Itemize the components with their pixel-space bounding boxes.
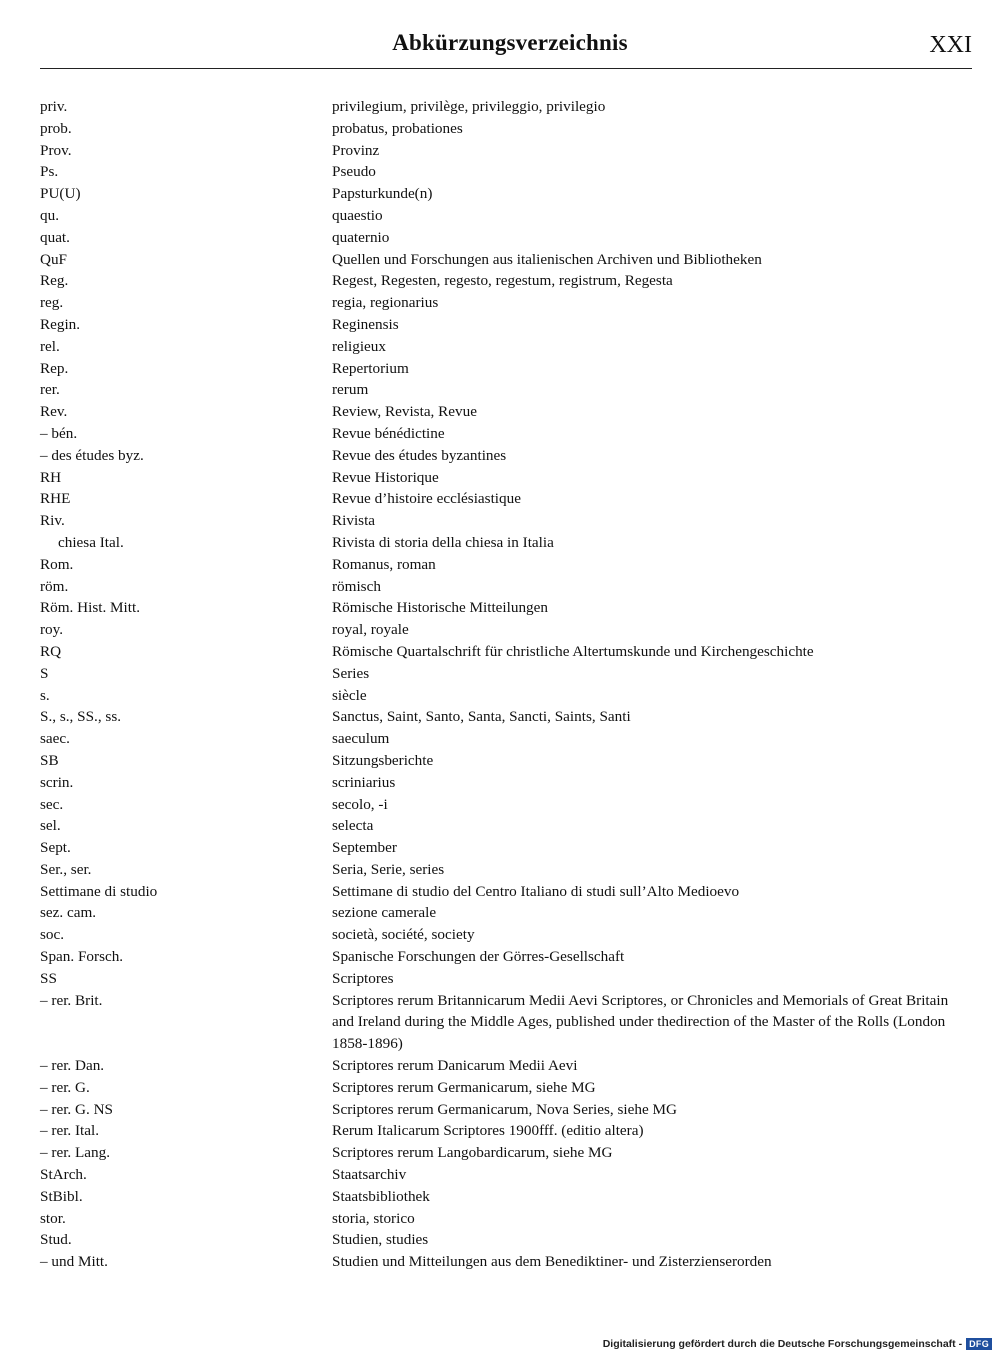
abbreviation: saec.	[40, 730, 70, 748]
list-item	[0, 358, 1000, 380]
meaning: Revue d’histoire ecclésiastique	[332, 490, 521, 508]
meaning: Scriptores rerum Germanicarum, Nova Series, siehe MG	[332, 1100, 677, 1118]
abbreviation: sel.	[40, 817, 61, 835]
abbreviation: Rom.	[40, 555, 74, 573]
abbreviation: Riv.	[40, 512, 65, 530]
meaning: Seria, Serie, series	[332, 860, 445, 878]
abbreviation: QuF	[40, 250, 68, 268]
abbreviation: RQ	[40, 642, 62, 660]
list-item	[0, 990, 1000, 1055]
list-item	[0, 1120, 1000, 1142]
meaning: regia, regionarius	[332, 294, 439, 312]
abbreviation: SS	[40, 969, 57, 987]
abbreviation: Röm. Hist. Mitt.	[40, 599, 141, 617]
list-item	[0, 1229, 1000, 1251]
meaning: scriniarius	[332, 773, 396, 791]
list-item	[0, 96, 1000, 118]
meaning: Settimane di studio del Centro Italiano di studi sull’Alto Medioevo	[332, 882, 740, 900]
list-item	[0, 379, 1000, 401]
abbreviation: Span. Forsch.	[40, 948, 124, 966]
list-item	[0, 227, 1000, 249]
abbreviation: rel.	[40, 337, 60, 355]
list-item	[0, 445, 1000, 467]
abbreviation: S	[40, 664, 49, 682]
meaning: Rivista	[332, 512, 376, 530]
list-item	[0, 183, 1000, 205]
list-item	[0, 728, 1000, 750]
abbreviation: PU(U)	[40, 185, 81, 203]
abbreviation: – rer. G. NS	[40, 1100, 113, 1118]
abbreviation: RHE	[40, 490, 71, 508]
list-item	[0, 467, 1000, 489]
list-item	[0, 270, 1000, 292]
list-item	[0, 510, 1000, 532]
meaning: Studien und Mitteilungen aus dem Benediktiner- und Zisterzienserorden	[332, 1253, 772, 1271]
abbreviation: Regin.	[40, 315, 81, 333]
list-item	[0, 314, 1000, 336]
meaning: September	[332, 839, 397, 857]
list-item	[0, 706, 1000, 728]
meaning: Rivista di storia della chiesa in Italia	[332, 533, 554, 551]
meaning: Revue Historique	[332, 468, 439, 486]
abbreviation: s.	[40, 686, 50, 704]
list-item	[0, 532, 1000, 554]
abbreviation: – bén.	[40, 424, 78, 442]
abbreviation: qu.	[40, 206, 59, 224]
meaning: secolo, -i	[332, 795, 388, 813]
meaning: sezione camerale	[332, 904, 437, 922]
list-item	[0, 488, 1000, 510]
meaning: religieux	[332, 337, 386, 355]
abbreviation: reg.	[40, 294, 64, 312]
list-item	[0, 902, 1000, 924]
meaning: Römische Historische Mitteilungen	[332, 599, 548, 617]
abbreviation: roy.	[40, 621, 64, 639]
list-item	[0, 968, 1000, 990]
list-item	[0, 140, 1000, 162]
meaning: Papsturkunde(n)	[332, 185, 433, 203]
meaning: Scriptores rerum Langobardicarum, siehe MG	[332, 1144, 613, 1162]
list-item	[0, 336, 1000, 358]
abbreviation: RH	[40, 468, 62, 486]
meaning: Sitzungsberichte	[332, 751, 434, 769]
meaning: Römische Quartalschrift für christliche Altertumskunde und Kirchengeschichte	[332, 642, 814, 660]
header-rule	[40, 68, 972, 69]
meaning: Series	[332, 664, 370, 682]
meaning: römisch	[332, 577, 381, 595]
list-item	[0, 161, 1000, 183]
list-item	[0, 554, 1000, 576]
list-item	[0, 1164, 1000, 1186]
meaning: probatus, probationes	[332, 119, 463, 137]
abbreviation-list	[0, 96, 1000, 1273]
list-item	[0, 685, 1000, 707]
list-item	[0, 1251, 1000, 1273]
abbreviation: – rer. G.	[40, 1078, 90, 1096]
abbreviation: – rer. Dan.	[40, 1057, 105, 1075]
meaning: royal, royale	[332, 621, 409, 639]
meaning: selecta	[332, 817, 374, 835]
page-number: XXI	[929, 32, 972, 58]
abbreviation: röm.	[40, 577, 69, 595]
meaning: Scriptores rerum Danicarum Medii Aevi	[332, 1057, 578, 1075]
abbreviation: stor.	[40, 1209, 66, 1227]
list-item	[0, 1142, 1000, 1164]
list-item	[0, 750, 1000, 772]
meaning: privilegium, privilège, privileggio, privilegio	[332, 98, 606, 115]
abbreviation: rer.	[40, 381, 60, 399]
meaning: Rerum Italicarum Scriptores 1900fff. (editio altera)	[332, 1122, 644, 1140]
list-item	[0, 619, 1000, 641]
abbreviation: Reg.	[40, 272, 69, 290]
list-item	[0, 401, 1000, 423]
meaning: quaestio	[332, 206, 383, 224]
abbreviation: – des études byz.	[40, 446, 144, 464]
list-item	[0, 772, 1000, 794]
list-item	[0, 576, 1000, 598]
abbreviation: Rep.	[40, 359, 69, 377]
meaning: Regest, Regesten, regesto, regestum, registrum, Regesta	[332, 272, 673, 290]
abbreviation: Sept.	[40, 839, 71, 857]
footer-text: Digitalisierung gefördert durch die Deutsche Forschungsgemeinschaft -	[602, 1338, 963, 1350]
abbreviation: Prov.	[40, 141, 72, 159]
list-item	[0, 1077, 1000, 1099]
abbreviation: – und Mitt.	[40, 1253, 108, 1271]
meaning: Provinz	[332, 141, 380, 159]
meaning: Romanus, roman	[332, 555, 436, 573]
list-item	[0, 1208, 1000, 1230]
abbreviation: chiesa Ital.	[58, 533, 124, 551]
abbreviation: sec.	[40, 795, 64, 813]
list-item	[0, 249, 1000, 271]
meaning: Reginensis	[332, 315, 399, 333]
footer	[603, 1338, 992, 1350]
meaning: quaternio	[332, 228, 390, 246]
abbreviation: sez. cam.	[40, 904, 97, 922]
abbreviation: quat.	[40, 228, 70, 246]
meaning: Scriptores	[332, 969, 394, 987]
meaning: saeculum	[332, 730, 390, 748]
list-item	[0, 794, 1000, 816]
list-item	[0, 859, 1000, 881]
meaning: Sanctus, Saint, Santo, Santa, Sancti, Saints, Santi	[332, 708, 631, 726]
meaning: Review, Revista, Revue	[332, 403, 477, 421]
abbreviation: S., s., SS., ss.	[40, 708, 122, 726]
meaning: Pseudo	[332, 163, 376, 181]
abbreviation: – rer. Lang.	[40, 1144, 111, 1162]
list-item	[0, 663, 1000, 685]
abbreviation: – rer. Brit.	[40, 991, 103, 1009]
meaning: Studien, studies	[332, 1231, 429, 1249]
list-item	[0, 1099, 1000, 1121]
list-item	[0, 1055, 1000, 1077]
meaning: Staatsarchiv	[332, 1166, 407, 1184]
list-item	[0, 597, 1000, 619]
abbreviation: soc.	[40, 926, 65, 944]
dfg-logo-icon: DFG	[966, 1338, 992, 1350]
meaning: Repertorium	[332, 359, 409, 377]
abbreviation: – rer. Ital.	[40, 1122, 100, 1140]
abbreviation: Ps.	[40, 163, 59, 181]
meaning: Revue bénédictine	[332, 424, 445, 442]
list-item	[0, 205, 1000, 227]
meaning: Scriptores rerum Germanicarum, siehe MG	[332, 1078, 596, 1096]
list-item	[0, 1186, 1000, 1208]
meaning: Spanische Forschungen der Görres-Gesellschaft	[332, 948, 625, 966]
abbreviation: Ser., ser.	[40, 860, 92, 878]
list-item	[0, 881, 1000, 903]
meaning: siècle	[332, 686, 367, 704]
meaning: rerum	[332, 381, 369, 399]
meaning: Staatsbibliothek	[332, 1187, 430, 1205]
meaning: Revue des études byzantines	[332, 446, 507, 464]
abbreviation: StBibl.	[40, 1187, 83, 1205]
abbreviation: scrin.	[40, 773, 74, 791]
meaning: Quellen und Forschungen aus italienischen Archiven und Bibliotheken	[332, 250, 762, 268]
list-item	[0, 292, 1000, 314]
list-item	[0, 641, 1000, 663]
list-item	[0, 423, 1000, 445]
abbreviation: SB	[40, 751, 59, 769]
abbreviation: Stud.	[40, 1231, 72, 1249]
list-item	[0, 815, 1000, 837]
abbreviation: Rev.	[40, 403, 68, 421]
list-item	[0, 946, 1000, 968]
meaning: società, société, society	[332, 926, 475, 944]
list-item	[0, 924, 1000, 946]
page-title: Abkürzungsverzeichnis	[392, 30, 628, 55]
list-item	[0, 118, 1000, 140]
meaning: Scriptores rerum Britannicarum Medii Aevi Scriptores, or Chronicles and Memorials of Great Britain and Ireland during the Middle Ages, published under thedirection of the Master of the Rolls (London 1858-1896)	[332, 991, 949, 1053]
abbreviation: Settimane di studio	[40, 882, 158, 900]
abbreviation: prob.	[40, 119, 72, 137]
meaning: storia, storico	[332, 1209, 415, 1227]
abbreviation: StArch.	[40, 1166, 87, 1184]
abbreviation: priv.	[40, 98, 68, 115]
list-item	[0, 837, 1000, 859]
